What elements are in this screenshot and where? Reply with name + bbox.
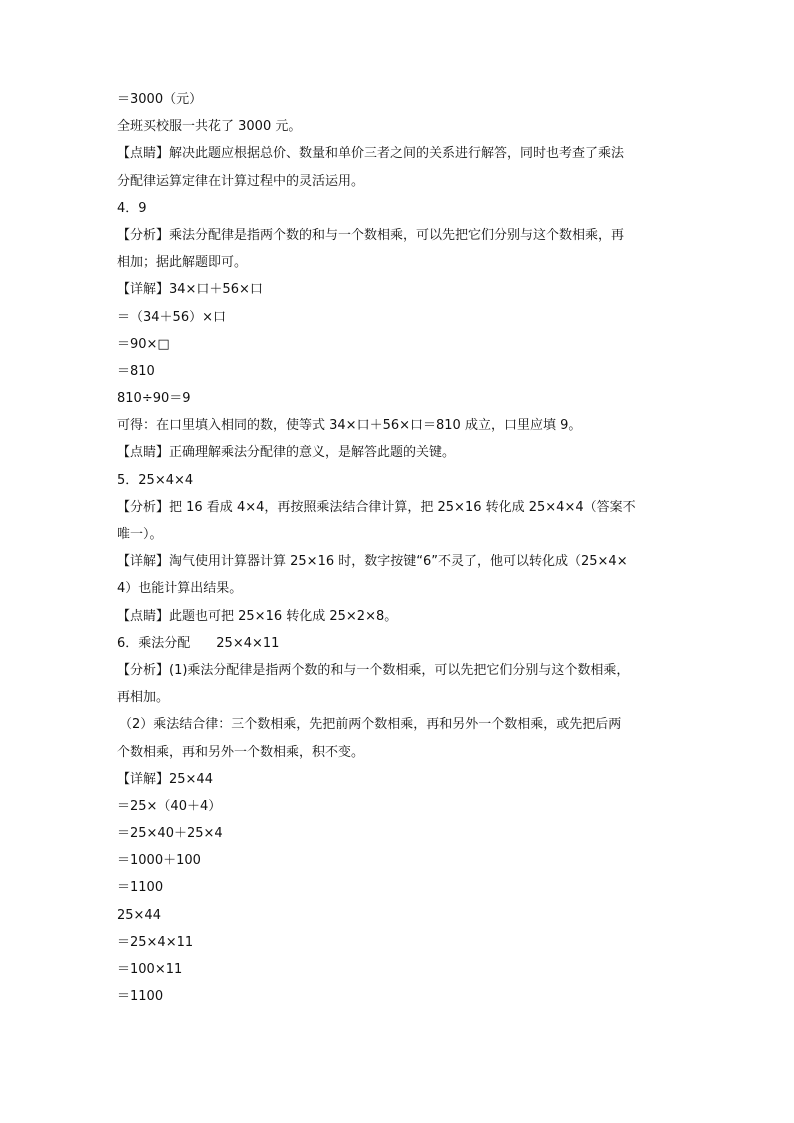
text-line: 【点睛】此题也可把 25×16 转化成 25×2×8。 (117, 608, 398, 624)
text-line: 25×44 (117, 907, 161, 923)
text-line: 4）也能计算出结果。 (117, 581, 243, 597)
text-line: ＝3000（元） (117, 92, 203, 107)
text-line: 【详解】34×口＋56×口 (117, 282, 263, 298)
question-number: 5．25×4×4 (117, 472, 194, 488)
text-line: ＝810 (117, 363, 155, 379)
text-line: ＝（34＋56）×口 (117, 309, 226, 325)
text-line: ＝1000＋100 (117, 853, 201, 869)
text-line: ＝1100 (117, 880, 164, 896)
text-line: 【详解】淘气使用计算器计算 25×16 时，数字按键“6”不灵了，他可以转化成（25×4× (117, 554, 628, 570)
text-line: 【分析】(1)乘法分配律是指两个数的和与一个数相乘，可以先把它们分别与这个数相乘， (117, 662, 630, 678)
text-line: 810÷90＝9 (117, 391, 191, 407)
text-line: （2）乘法结合律：三个数相乘，先把前两个数相乘，再和另外一个数相乘，或先把后两 (119, 717, 622, 733)
text-line: ＝25×（40＋4） (117, 798, 222, 814)
text-line: ＝1100 (117, 989, 164, 1005)
text-line: 个数相乘，再和另外一个数相乘，积不变。 (117, 744, 365, 760)
question-number: 4．9 (117, 200, 147, 216)
text-line: 全班买校服一共花了 3000 元。 (117, 119, 302, 135)
text-line: ＝25×40＋25×4 (117, 826, 223, 842)
text-line: ＝100×11 (117, 962, 183, 977)
text-line: 【点睛】正确理解乘法分配律的意义，是解答此题的关键。 (117, 445, 456, 461)
text-line: 【点睛】解决此题应根据总价、数量和单价三者之间的关系进行解答，同时也考查了乘法 (117, 146, 625, 162)
text-line: 【详解】25×44 (117, 771, 213, 787)
text-line: 唯一）。 (117, 527, 163, 542)
text-line: 可得：在口里填入相同的数，使等式 34×口＋56×口＝810 成立，口里应填 9。 (117, 418, 582, 434)
text-line: 【分析】乘法分配律是指两个数的和与一个数相乘，可以先把它们分别与这个数相乘，再 (117, 227, 625, 243)
text-line: 再相加。 (117, 690, 170, 706)
text-line: 相加；据此解题即可。 (117, 255, 248, 271)
text-line: ＝90×□ (117, 336, 170, 352)
text-line: ＝25×4×11 (117, 934, 194, 950)
question-number: 6．乘法分配 25×4×11 (117, 635, 280, 651)
text-line: 分配律运算定律在计算过程中的灵活运用。 (117, 173, 365, 189)
document-page (117, 90, 677, 1014)
text-line: 【分析】把 16 看成 4×4，再按照乘法结合律计算，把 25×16 转化成 25×4×4（答案不 (117, 499, 636, 515)
